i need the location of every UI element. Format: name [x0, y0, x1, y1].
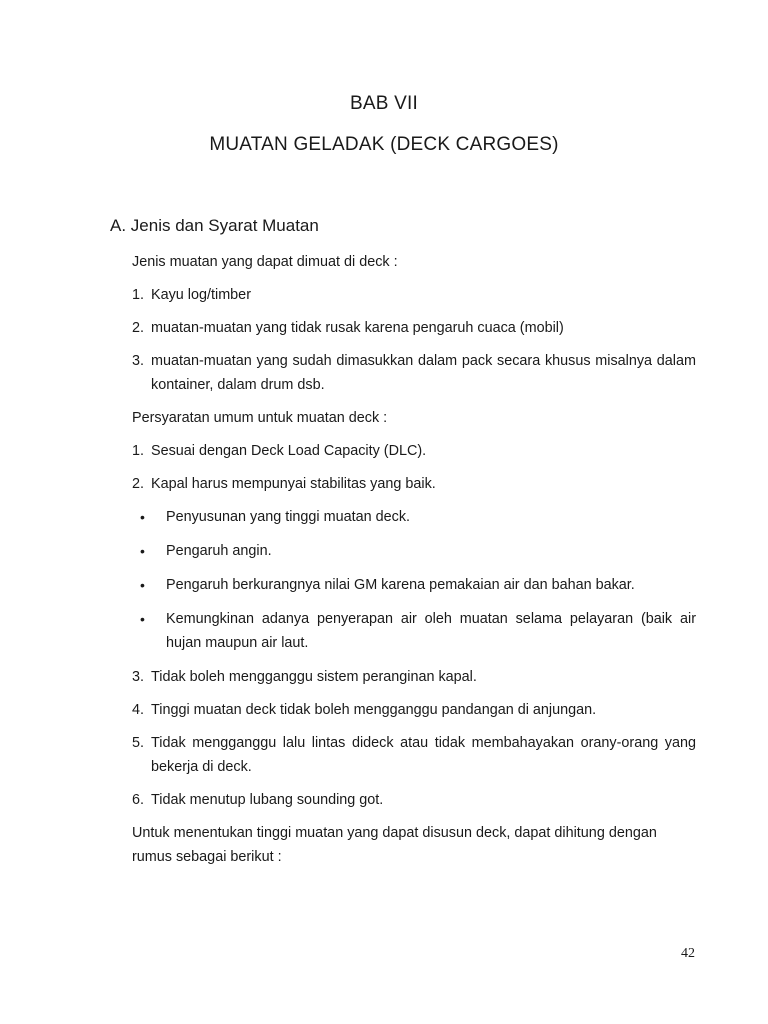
item-text: Tidak menutup lubang sounding got. — [151, 792, 384, 808]
intro-requirements: Persyaratan umum untuk muatan deck : — [132, 410, 388, 426]
bullet-item — [132, 573, 696, 597]
cargo-type-item — [132, 349, 696, 397]
item-number: 3. — [132, 353, 145, 369]
item-number: 6. — [132, 792, 145, 808]
item-text: Tidak boleh mengganggu sistem peranginan kapal. — [151, 669, 477, 685]
page-number: 42 — [681, 946, 695, 961]
bullet-item — [132, 539, 696, 563]
item-number: 4. — [132, 702, 145, 718]
item-text: Kayu log/timber — [151, 287, 251, 303]
chapter-label: BAB VII — [350, 93, 418, 114]
requirement-item — [132, 731, 696, 779]
section-heading: A. Jenis dan Syarat Muatan — [110, 216, 319, 235]
item-text: Tidak mengganggu lalu lintas dideck atau tidak membahayakan orany-orang yang bekerja di deck. — [151, 735, 696, 775]
item-number: 1. — [132, 443, 145, 459]
item-number: 1. — [132, 287, 145, 303]
section-body — [132, 250, 696, 878]
bullet-icon: • — [140, 543, 145, 559]
item-number: 2. — [132, 476, 145, 492]
item-text: muatan-muatan yang sudah dimasukkan dalam pack secara khusus misalnya dalam kontainer, dalam drum dsb. — [151, 353, 696, 393]
cargo-type-item — [132, 283, 696, 307]
bullet-icon: • — [140, 509, 145, 525]
bullet-item — [132, 607, 696, 655]
bullet-text: Pengaruh angin. — [166, 543, 272, 559]
item-text: Sesuai dengan Deck Load Capacity (DLC). — [151, 443, 427, 459]
bullet-icon: • — [140, 611, 145, 627]
bullet-text: Kemungkinan adanya penyerapan air oleh muatan selama pelayaran (baik air hujan maupun air laut. — [166, 611, 696, 651]
item-text: Kapal harus mempunyai stabilitas yang baik. — [151, 476, 436, 492]
item-text: muatan-muatan yang tidak rusak karena pengaruh cuaca (mobil) — [151, 320, 564, 336]
requirement-item — [132, 665, 696, 689]
cargo-type-item — [132, 316, 696, 340]
item-number: 5. — [132, 735, 145, 751]
requirement-item — [132, 439, 696, 463]
intro-cargo-types: Jenis muatan yang dapat dimuat di deck : — [132, 254, 398, 270]
closing-paragraph: Untuk menentukan tinggi muatan yang dapat disusun deck, dapat dihitung dengan rumus sebagai berikut : — [132, 825, 657, 865]
requirement-item — [132, 472, 696, 496]
bullet-item — [132, 505, 696, 529]
chapter-title: MUATAN GELADAK (DECK CARGOES) — [209, 134, 559, 155]
requirement-item — [132, 698, 696, 722]
bullet-text: Penyusunan yang tinggi muatan deck. — [166, 509, 411, 525]
item-text: Tinggi muatan deck tidak boleh mengganggu pandangan di anjungan. — [151, 702, 597, 718]
bullet-text: Pengaruh berkurangnya nilai GM karena pemakaian air dan bahan bakar. — [166, 577, 635, 593]
item-number: 2. — [132, 320, 145, 336]
requirement-item — [132, 788, 696, 812]
stability-bullet-list — [132, 505, 696, 655]
item-number: 3. — [132, 669, 145, 685]
bullet-icon: • — [140, 577, 145, 593]
